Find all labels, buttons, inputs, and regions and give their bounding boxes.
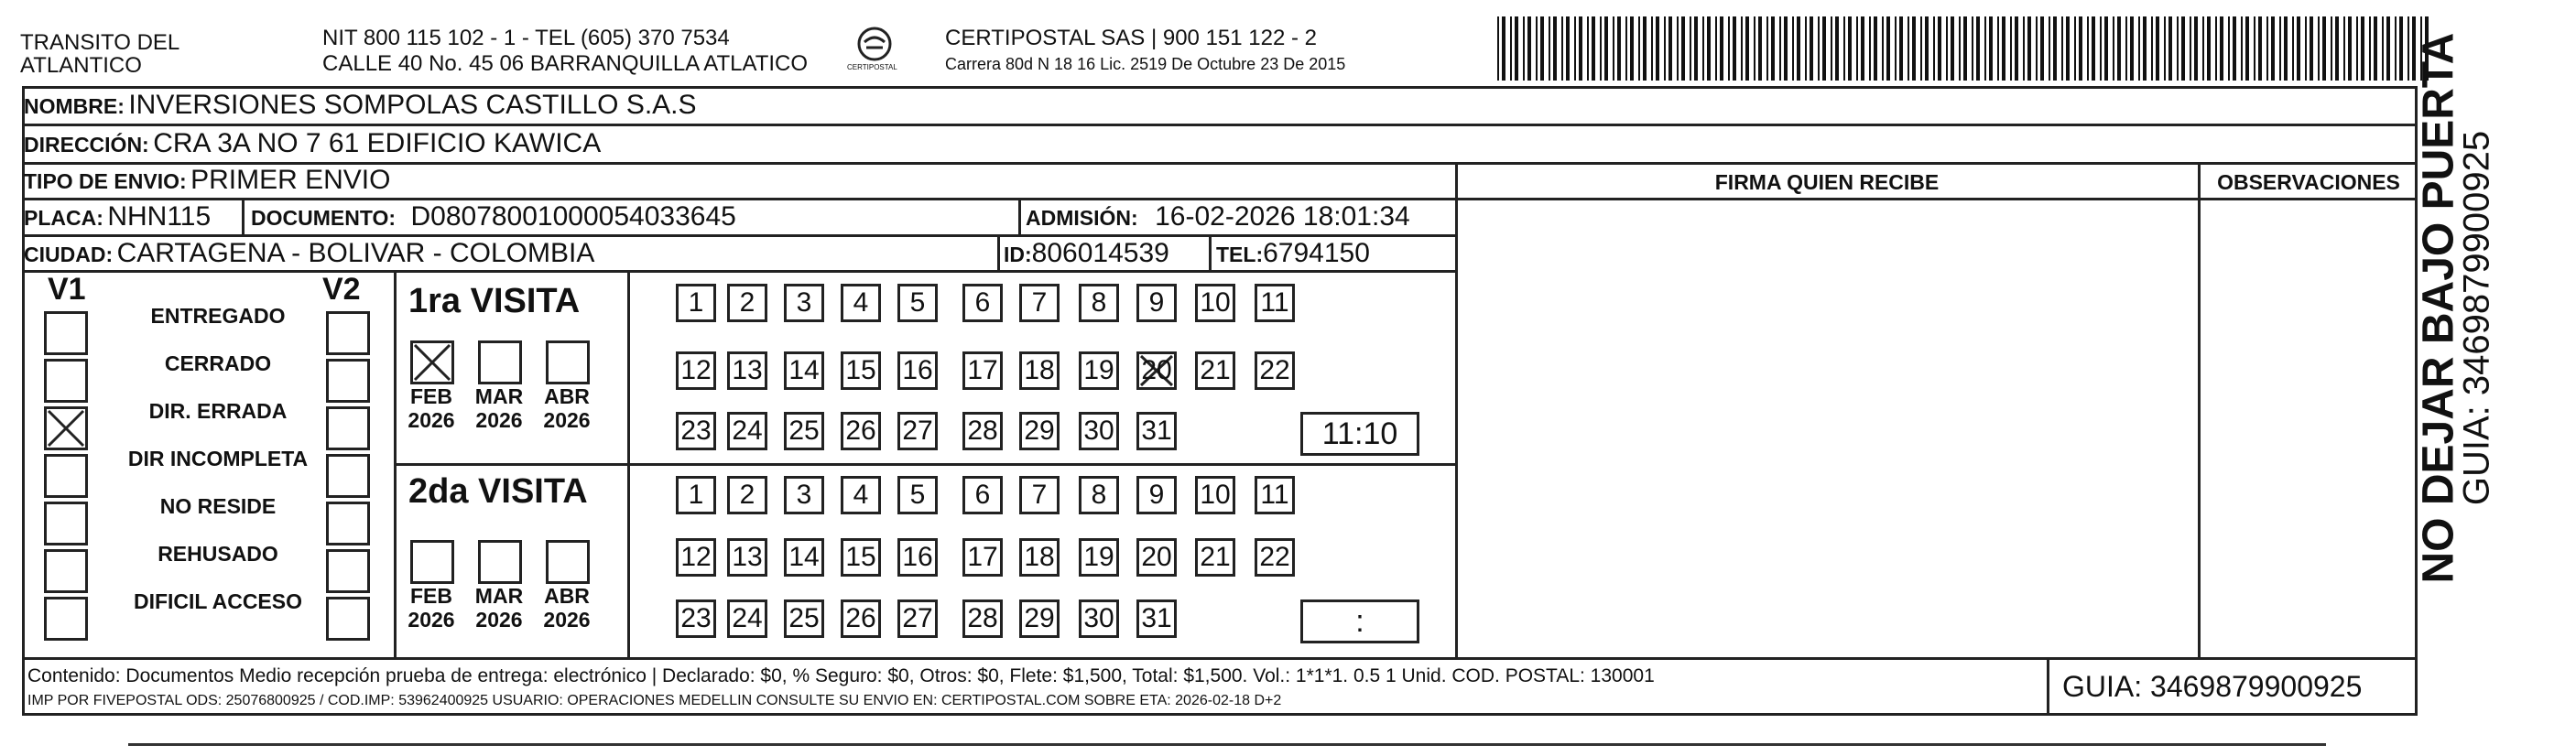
status-label: NO RESIDE xyxy=(159,494,277,518)
visit2-day-box[interactable] xyxy=(727,538,767,577)
visit2-day-box[interactable] xyxy=(727,476,767,514)
footer-guia: GUIA: 3469879900925 xyxy=(2062,670,2363,703)
visit2-day-box[interactable] xyxy=(1195,476,1235,514)
id-value: 806014539 xyxy=(1031,238,1169,268)
day-number: 5 xyxy=(909,287,926,318)
org-name-line1: TRANSITO DEL xyxy=(20,30,180,55)
documento-label: DOCUMENTO: xyxy=(251,206,397,230)
status-label: CERRADO xyxy=(164,351,272,375)
visit1-day-box[interactable] xyxy=(676,351,716,390)
day-number: 15 xyxy=(845,542,876,572)
v2-checkbox[interactable] xyxy=(326,311,370,355)
day-number: 29 xyxy=(1024,416,1055,446)
visit1-month-label: MAR 2026 xyxy=(474,384,524,432)
visit1-day-box[interactable] xyxy=(1136,284,1177,322)
logo-text: CERTIPOSTAL xyxy=(847,63,897,71)
ciudad-value: CARTAGENA - BOLIVAR - COLOMBIA xyxy=(116,238,595,268)
day-number: 19 xyxy=(1083,355,1114,385)
visit2-day-box[interactable] xyxy=(841,538,881,577)
visit2-month-checkbox[interactable] xyxy=(410,540,454,584)
admision-label: ADMISIÓN: xyxy=(1026,206,1138,230)
visit2-day-box[interactable] xyxy=(727,599,767,638)
day-number: 16 xyxy=(902,355,933,385)
side-guia: GUIA: 3469879900925 xyxy=(2456,130,2497,506)
tel-value: 6794150 xyxy=(1263,238,1370,268)
day-number: 6 xyxy=(974,480,991,510)
status-label: REHUSADO xyxy=(158,542,278,566)
ciudad-field xyxy=(24,238,594,269)
id-field xyxy=(1004,238,1169,269)
visit1-month-checkbox[interactable] xyxy=(546,340,590,384)
day-number: 24 xyxy=(732,603,763,633)
visit1-day-box[interactable] xyxy=(897,284,938,322)
visit1-day-box[interactable] xyxy=(841,412,881,450)
firma-label: FIRMA QUIEN RECIBE xyxy=(1714,170,1940,194)
status-label: DIFICIL ACCESO xyxy=(133,589,302,613)
day-number: 27 xyxy=(902,603,933,633)
visit1-day-box[interactable] xyxy=(962,284,1003,322)
visit1-day-box[interactable] xyxy=(841,351,881,390)
status-label: DIR INCOMPLETA xyxy=(127,447,309,470)
day-number: 27 xyxy=(902,416,933,446)
visit2-day-box[interactable] xyxy=(1136,476,1177,514)
visit1-day-box[interactable] xyxy=(897,412,938,450)
v1-checkbox[interactable] xyxy=(44,597,88,641)
visit2-day-box[interactable] xyxy=(1255,538,1295,577)
visit1-day-box[interactable] xyxy=(1136,412,1177,450)
visit2-day-box[interactable] xyxy=(897,538,938,577)
direccion-row xyxy=(24,128,601,159)
certipostal-line1: CERTIPOSTAL SAS | 900 151 122 - 2 xyxy=(945,26,1317,50)
tipo-envio-value: PRIMER ENVIO xyxy=(190,165,391,195)
visit2-day-box[interactable] xyxy=(1019,538,1060,577)
visit1-day-box[interactable] xyxy=(784,351,824,390)
v2-checkbox[interactable] xyxy=(326,406,370,450)
visit1-day-box[interactable] xyxy=(676,412,716,450)
nit-line: NIT 800 115 102 - 1 - TEL (605) 370 7534 xyxy=(322,26,730,50)
visit2-day-box[interactable] xyxy=(1079,476,1119,514)
visit1-day-box[interactable] xyxy=(1079,351,1119,390)
visit1-day-box[interactable] xyxy=(1079,412,1119,450)
visit1-day-box[interactable] xyxy=(1019,351,1060,390)
visit2-day-box[interactable] xyxy=(897,476,938,514)
day-number: 28 xyxy=(967,416,998,446)
visit2-title: 2da VISITA xyxy=(408,472,588,511)
visit1-day-box[interactable] xyxy=(1255,351,1295,390)
no-dejar-bajo-puerta: NO DEJAR BAJO PUERTA xyxy=(2414,32,2463,584)
placa-label: PLACA: xyxy=(24,206,103,230)
visit2-day-box[interactable] xyxy=(676,538,716,577)
visit2-hour-box[interactable]: : xyxy=(1300,599,1419,643)
day-number: 9 xyxy=(1148,480,1165,510)
day-number: 31 xyxy=(1141,416,1172,446)
day-number: 8 xyxy=(1091,287,1107,318)
day-number: 30 xyxy=(1083,416,1114,446)
v1-checkbox[interactable] xyxy=(44,454,88,498)
day-number: 10 xyxy=(1200,480,1231,510)
scan-line-bottom xyxy=(128,743,2326,746)
day-number: 22 xyxy=(1259,355,1290,385)
v2-checkbox[interactable] xyxy=(326,502,370,545)
visit2-day-box[interactable] xyxy=(962,538,1003,577)
day-number: 11 xyxy=(1260,480,1289,510)
visit2-day-box[interactable] xyxy=(676,599,716,638)
visit2-day-box[interactable] xyxy=(784,599,824,638)
day-number: 23 xyxy=(680,603,712,633)
day-number: 26 xyxy=(845,416,876,446)
barcode xyxy=(1497,16,2436,81)
day-number: 14 xyxy=(788,355,820,385)
day-number: 11 xyxy=(1260,287,1289,318)
visit2-day-box[interactable] xyxy=(1079,599,1119,638)
day-number: 13 xyxy=(732,355,763,385)
day-number: 18 xyxy=(1024,542,1055,572)
visit2-day-box[interactable] xyxy=(676,476,716,514)
v1-checkbox[interactable] xyxy=(44,502,88,545)
visit1-day-box[interactable] xyxy=(1255,284,1295,322)
day-number: 6 xyxy=(974,287,991,318)
admision-field xyxy=(1026,201,1410,232)
day-number: 18 xyxy=(1024,355,1055,385)
visit1-day-box[interactable] xyxy=(841,284,881,322)
visit2-month-label: FEB 2026 xyxy=(408,584,455,632)
visit2-month-checkbox[interactable] xyxy=(478,540,522,584)
v1-checkbox[interactable] xyxy=(44,311,88,355)
id-label: ID: xyxy=(1004,243,1032,266)
day-number: 21 xyxy=(1200,355,1231,385)
day-number: 13 xyxy=(732,542,763,572)
nombre-label: NOMBRE: xyxy=(24,94,125,118)
day-number: 7 xyxy=(1031,480,1048,510)
visit1-day-box[interactable] xyxy=(1019,284,1060,322)
visit1-day-box[interactable] xyxy=(784,412,824,450)
visit2-day-box[interactable] xyxy=(784,538,824,577)
day-number: 2 xyxy=(739,480,755,510)
day-number: 1 xyxy=(688,480,704,510)
day-number: 14 xyxy=(788,542,820,572)
visit1-month-label: FEB 2026 xyxy=(408,384,455,432)
visit1-day-box[interactable] xyxy=(897,351,938,390)
visit1-day-box[interactable] xyxy=(1195,284,1235,322)
footer-contenido: Contenido: Documentos Medio recepción prueba de entrega: electrónico | Declarado: $0, % Seguro: $0, Otros: $0, Flete: $1,500, Total: $1,500. Vol.: 1*1*1. 0.5 1 Unid. COD. POSTAL: 130001 xyxy=(27,665,1655,686)
visit2-day-box[interactable] xyxy=(784,476,824,514)
v1-checkbox[interactable] xyxy=(44,406,88,450)
admision-value: 16-02-2026 18:01:34 xyxy=(1155,201,1410,232)
day-number: 15 xyxy=(845,355,876,385)
visit2-day-box[interactable] xyxy=(1019,599,1060,638)
visit2-day-box[interactable] xyxy=(841,599,881,638)
visit1-day-box[interactable] xyxy=(727,351,767,390)
visit1-day-box[interactable] xyxy=(1019,412,1060,450)
visit1-month-checkbox[interactable] xyxy=(478,340,522,384)
observaciones-label: OBSERVACIONES xyxy=(2217,170,2400,194)
day-number: 4 xyxy=(853,287,869,318)
day-number: 19 xyxy=(1083,542,1114,572)
day-number: 28 xyxy=(967,603,998,633)
day-number: 22 xyxy=(1259,542,1290,572)
visit2-day-box[interactable] xyxy=(897,599,938,638)
v2-checkbox[interactable] xyxy=(326,597,370,641)
day-number: 1 xyxy=(688,287,704,318)
visit1-day-box[interactable] xyxy=(727,284,767,322)
ciudad-label: CIUDAD: xyxy=(24,243,114,266)
visit1-month-label: ABR 2026 xyxy=(543,384,591,432)
visit2-day-box[interactable] xyxy=(1195,538,1235,577)
placa-field xyxy=(24,201,211,232)
visit2-month-label: MAR 2026 xyxy=(474,584,524,632)
day-number: 26 xyxy=(845,603,876,633)
v2-checkbox[interactable] xyxy=(326,549,370,593)
day-number: 5 xyxy=(909,480,926,510)
footer-imp: IMP POR FIVEPOSTAL ODS: 25076800925 / COD.IMP: 53962400925 USUARIO: OPERACIONES MEDELLIN CONSULTE SU ENVIO EN: CERTIPOSTAL.COM SOBRE ETA: 2026-02-18 D+2 xyxy=(27,693,1282,708)
v2-checkbox[interactable] xyxy=(326,359,370,403)
visit2-day-box[interactable] xyxy=(1079,538,1119,577)
v1-checkbox[interactable] xyxy=(44,549,88,593)
visit2-month-checkbox[interactable] xyxy=(546,540,590,584)
documento-field xyxy=(251,201,736,232)
day-number: 9 xyxy=(1148,287,1165,318)
visit2-day-box[interactable] xyxy=(962,476,1003,514)
day-number: 12 xyxy=(680,355,712,385)
day-number: 8 xyxy=(1091,480,1107,510)
tel-field xyxy=(1216,238,1370,269)
day-number: 16 xyxy=(902,542,933,572)
visit1-hour-box[interactable]: 11:10 xyxy=(1300,412,1419,456)
v2-checkbox[interactable] xyxy=(326,454,370,498)
visit2-month-label: ABR 2026 xyxy=(543,584,591,632)
direccion-value: CRA 3A NO 7 61 EDIFICIO KAWICA xyxy=(153,128,602,158)
side-vertical-text xyxy=(2414,32,2560,641)
visit1-day-box[interactable] xyxy=(962,412,1003,450)
visit1-day-box[interactable] xyxy=(1195,351,1235,390)
visit1-day-box[interactable] xyxy=(784,284,824,322)
org-name-line2: ATLANTICO xyxy=(20,53,142,78)
address-line: CALLE 40 No. 45 06 BARRANQUILLA ATLATICO xyxy=(322,51,809,76)
visit1-day-box[interactable] xyxy=(1136,351,1177,390)
visit2-day-box[interactable] xyxy=(841,476,881,514)
status-label: ENTREGADO xyxy=(150,304,286,328)
tel-label: TEL: xyxy=(1216,243,1264,266)
status-label: DIR. ERRADA xyxy=(148,399,288,423)
visit2-day-box[interactable] xyxy=(962,599,1003,638)
visit1-day-box[interactable] xyxy=(1079,284,1119,322)
v1-label: V1 xyxy=(48,272,86,307)
visit1-day-box[interactable] xyxy=(962,351,1003,390)
visit2-day-box[interactable] xyxy=(1136,599,1177,638)
day-number: 24 xyxy=(732,416,763,446)
day-number: 25 xyxy=(788,603,820,633)
tipo-envio-row xyxy=(24,165,390,196)
visit2-day-box[interactable] xyxy=(1136,538,1177,577)
day-number: 2 xyxy=(739,287,755,318)
day-number: 25 xyxy=(788,416,820,446)
visit1-month-checkbox[interactable] xyxy=(410,340,454,384)
day-number: 21 xyxy=(1200,542,1231,572)
nombre-row xyxy=(24,90,697,121)
day-number: 31 xyxy=(1141,603,1172,633)
v2-label: V2 xyxy=(322,272,361,307)
day-number: 20 xyxy=(1141,542,1172,572)
nombre-value: INVERSIONES SOMPOLAS CASTILLO S.A.S xyxy=(128,90,697,120)
day-number: 12 xyxy=(680,542,712,572)
direccion-label: DIRECCIÓN: xyxy=(24,133,149,157)
day-number: 20 xyxy=(1141,355,1172,385)
certipostal-line2: Carrera 80d N 18 16 Lic. 2519 De Octubre 23 De 2015 xyxy=(945,55,1346,73)
day-number: 3 xyxy=(796,287,812,318)
certipostal-logo xyxy=(847,22,902,79)
day-number: 17 xyxy=(967,542,998,572)
day-number: 29 xyxy=(1024,603,1055,633)
visit1-day-box[interactable] xyxy=(676,284,716,322)
visit2-day-box[interactable] xyxy=(1019,476,1060,514)
day-number: 3 xyxy=(796,480,812,510)
day-number: 23 xyxy=(680,416,712,446)
day-number: 30 xyxy=(1083,603,1114,633)
documento-value: D08078001000054033645 xyxy=(410,201,736,232)
day-number: 17 xyxy=(967,355,998,385)
tipo-envio-label: TIPO DE ENVIO: xyxy=(24,169,187,193)
v1-checkbox[interactable] xyxy=(44,359,88,403)
placa-value: NHN115 xyxy=(107,201,212,232)
day-number: 7 xyxy=(1031,287,1048,318)
day-number: 10 xyxy=(1200,287,1231,318)
visit1-day-box[interactable] xyxy=(727,412,767,450)
day-number: 4 xyxy=(853,480,869,510)
visit2-day-box[interactable] xyxy=(1255,476,1295,514)
visit1-title: 1ra VISITA xyxy=(408,282,581,320)
